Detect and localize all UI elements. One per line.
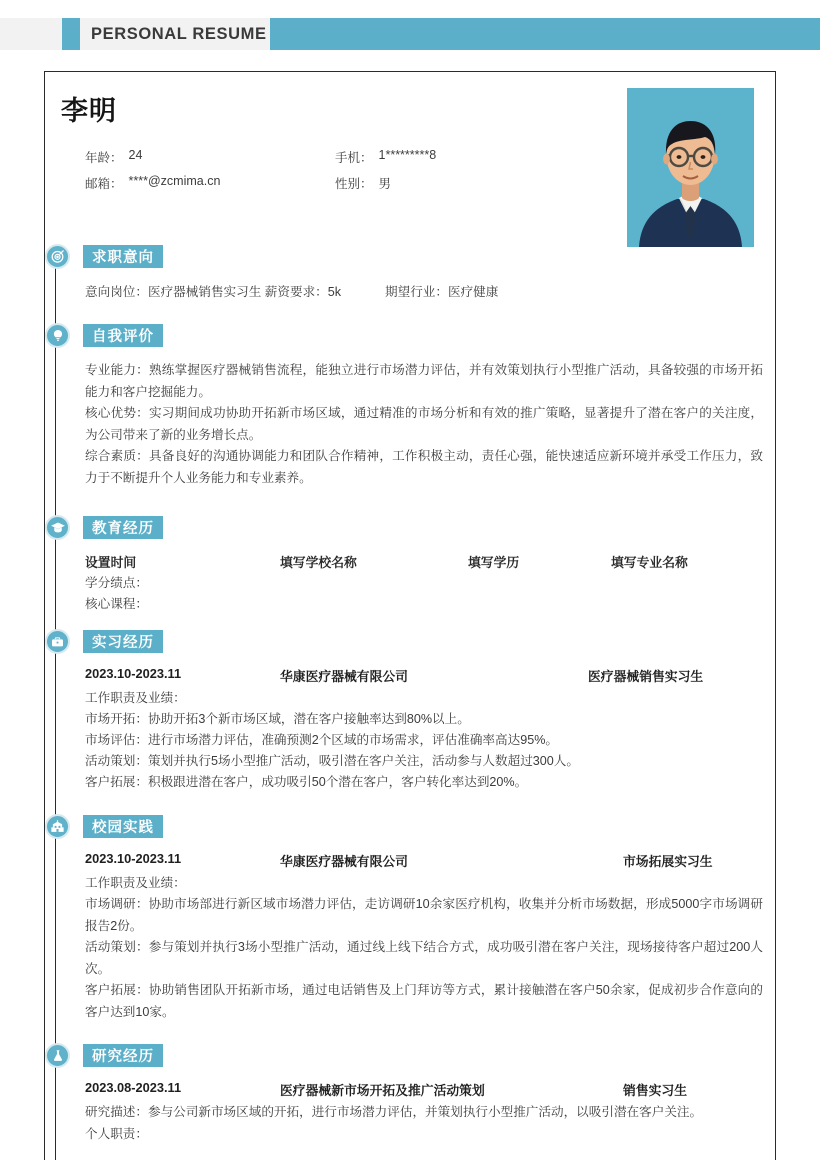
campus-organization: 华康医疗器械有限公司	[280, 854, 408, 869]
header-title-box	[80, 18, 270, 50]
education-courses-label: 核心课程：	[85, 597, 148, 611]
section-body	[45, 844, 776, 1023]
internship-organization: 华康医疗器械有限公司	[280, 669, 408, 684]
research-date: 2023.08-2023.11	[85, 1080, 182, 1095]
section-header	[45, 244, 776, 274]
self-eval-paragraph: 核心优势：实习期间成功协助开拓新市场区域，通过精准的市场分析和有效的推广策略，显著提升了潜在客户的关注度，为公司带来了新的业务增长点。	[85, 406, 763, 442]
phone-label: 手机：	[335, 151, 373, 165]
header-accent-tab	[62, 18, 80, 50]
section-education	[45, 515, 776, 615]
contact-row	[85, 174, 605, 200]
email-value: ****@zcmima.cn	[128, 174, 221, 188]
education-columns-row	[85, 552, 763, 571]
internship-date: 2023.10-2023.11	[85, 666, 182, 681]
section-label-research: 研究经历	[83, 1044, 163, 1067]
lightbulb-icon	[45, 323, 70, 348]
candidate-name: 李明	[61, 96, 117, 126]
contact-row	[85, 148, 605, 174]
gender-label: 性别：	[335, 177, 373, 191]
age-value: 24	[128, 148, 143, 162]
education-col-school: 填写学校名称	[280, 555, 357, 570]
job-intention-row	[85, 281, 763, 300]
internship-role: 医疗器械销售实习生	[588, 669, 704, 684]
flask-icon	[45, 1043, 70, 1068]
contact-field-phone	[335, 148, 585, 166]
section-job-intention	[45, 244, 776, 300]
header-accent-fill	[270, 18, 820, 50]
campus-bullet: 客户拓展：协助销售团队开拓新市场，通过电话销售及上门拜访等方式，累计接触潜在客户50余家，促成初步合作意向的客户达到10家。	[85, 983, 763, 1019]
school-building-icon	[45, 814, 70, 839]
contact-field-age	[85, 148, 335, 166]
phone-value: 1*********8	[378, 148, 437, 162]
campus-date: 2023.10-2023.11	[85, 851, 182, 866]
campus-entry-header	[85, 851, 763, 870]
campus-role: 市场拓展实习生	[623, 854, 713, 869]
section-internship	[45, 629, 776, 793]
resume-card	[44, 71, 776, 1160]
section-header	[45, 629, 776, 659]
research-duties-label: 个人职责：	[85, 1126, 148, 1141]
contact-field-email	[85, 174, 335, 192]
header-banner	[0, 18, 820, 50]
section-campus-practice	[45, 814, 776, 1023]
gender-value: 男	[378, 177, 392, 191]
briefcase-icon	[45, 629, 70, 654]
header-left-spacer	[0, 18, 62, 50]
internship-subtitle: 工作职责及业绩：	[85, 691, 186, 705]
section-header	[45, 814, 776, 844]
section-research	[45, 1043, 776, 1145]
section-label-campus-practice: 校园实践	[83, 815, 163, 838]
campus-bullet: 市场调研：协助市场部进行新区域市场潜力评估，走访调研10余家医疗机构，收集并分析市场数据，形成5000字市场调研报告2份。	[85, 897, 763, 933]
education-col-degree: 填写学历	[468, 555, 520, 570]
internship-entry-header	[85, 666, 763, 685]
campus-bullet: 活动策划：参与策划并执行3场小型推广活动，通过线上线下结合方式，成功吸引潜在客户关注，现场接待客户超过200人次。	[85, 940, 763, 976]
section-body	[45, 274, 776, 300]
graduation-cap-icon	[45, 515, 70, 540]
internship-bullet: 市场开拓：协助开拓3个新市场区域，潜在客户接触率达到80%以上。	[85, 712, 470, 726]
section-label-job-intention: 求职意向	[83, 245, 163, 268]
section-body	[45, 659, 776, 793]
research-project: 医疗器械新市场开拓及推广活动策划	[280, 1083, 485, 1098]
internship-bullet: 活动策划：策划并执行5场小型推广活动，吸引潜在客户关注，活动参与人数超过300人。	[85, 754, 579, 768]
section-label-internship: 实习经历	[83, 630, 163, 653]
internship-bullet: 客户拓展：积极跟进潜在客户，成功吸引50个潜在客户，客户转化率达到20%。	[85, 775, 528, 789]
section-label-self-evaluation: 自我评价	[83, 324, 163, 347]
contact-info-grid	[85, 148, 605, 200]
research-role: 销售实习生	[623, 1083, 687, 1098]
contact-field-gender	[335, 174, 585, 192]
research-description: 研究描述：参与公司新市场区域的开拓，进行市场潜力评估，并策划执行小型推广活动，以吸引潜在客户关注。	[85, 1105, 703, 1119]
research-entry-header	[85, 1080, 763, 1099]
education-col-time: 设置时间	[85, 555, 137, 570]
email-label: 邮箱：	[85, 177, 123, 191]
self-eval-paragraph: 专业能力：熟练掌握医疗器械销售流程，能独立进行市场潜力评估，并有效策划执行小型推广活动，具备较强的市场开拓能力和客户挖掘能力。	[85, 363, 763, 399]
education-col-major: 填写专业名称	[611, 555, 688, 570]
target-icon	[45, 244, 70, 269]
section-body	[45, 545, 776, 615]
education-gpa-label: 学分绩点：	[85, 576, 148, 590]
intended-position: 意向岗位：医疗器械销售实习生 薪资要求：5k	[85, 285, 342, 299]
section-body	[45, 353, 776, 489]
section-header	[45, 1043, 776, 1073]
expected-industry: 期望行业：医疗健康	[385, 285, 499, 299]
section-header	[45, 515, 776, 545]
internship-bullet: 市场评估：进行市场潜力评估，准确预测2个区域的市场需求，评估准确率高达95%。	[85, 733, 558, 747]
age-label: 年龄：	[85, 151, 123, 165]
section-header	[45, 323, 776, 353]
page-title: PERSONAL RESUME	[91, 24, 267, 43]
section-body	[45, 1073, 776, 1145]
self-eval-paragraph: 综合素质：具备良好的沟通协调能力和团队合作精神，工作积极主动，责任心强，能快速适应新环境并承受工作压力，致力于不断提升个人业务能力和专业素养。	[85, 449, 763, 485]
section-self-evaluation	[45, 323, 776, 489]
section-label-education: 教育经历	[83, 516, 163, 539]
candidate-photo	[627, 88, 754, 247]
campus-subtitle: 工作职责及业绩：	[85, 876, 186, 890]
